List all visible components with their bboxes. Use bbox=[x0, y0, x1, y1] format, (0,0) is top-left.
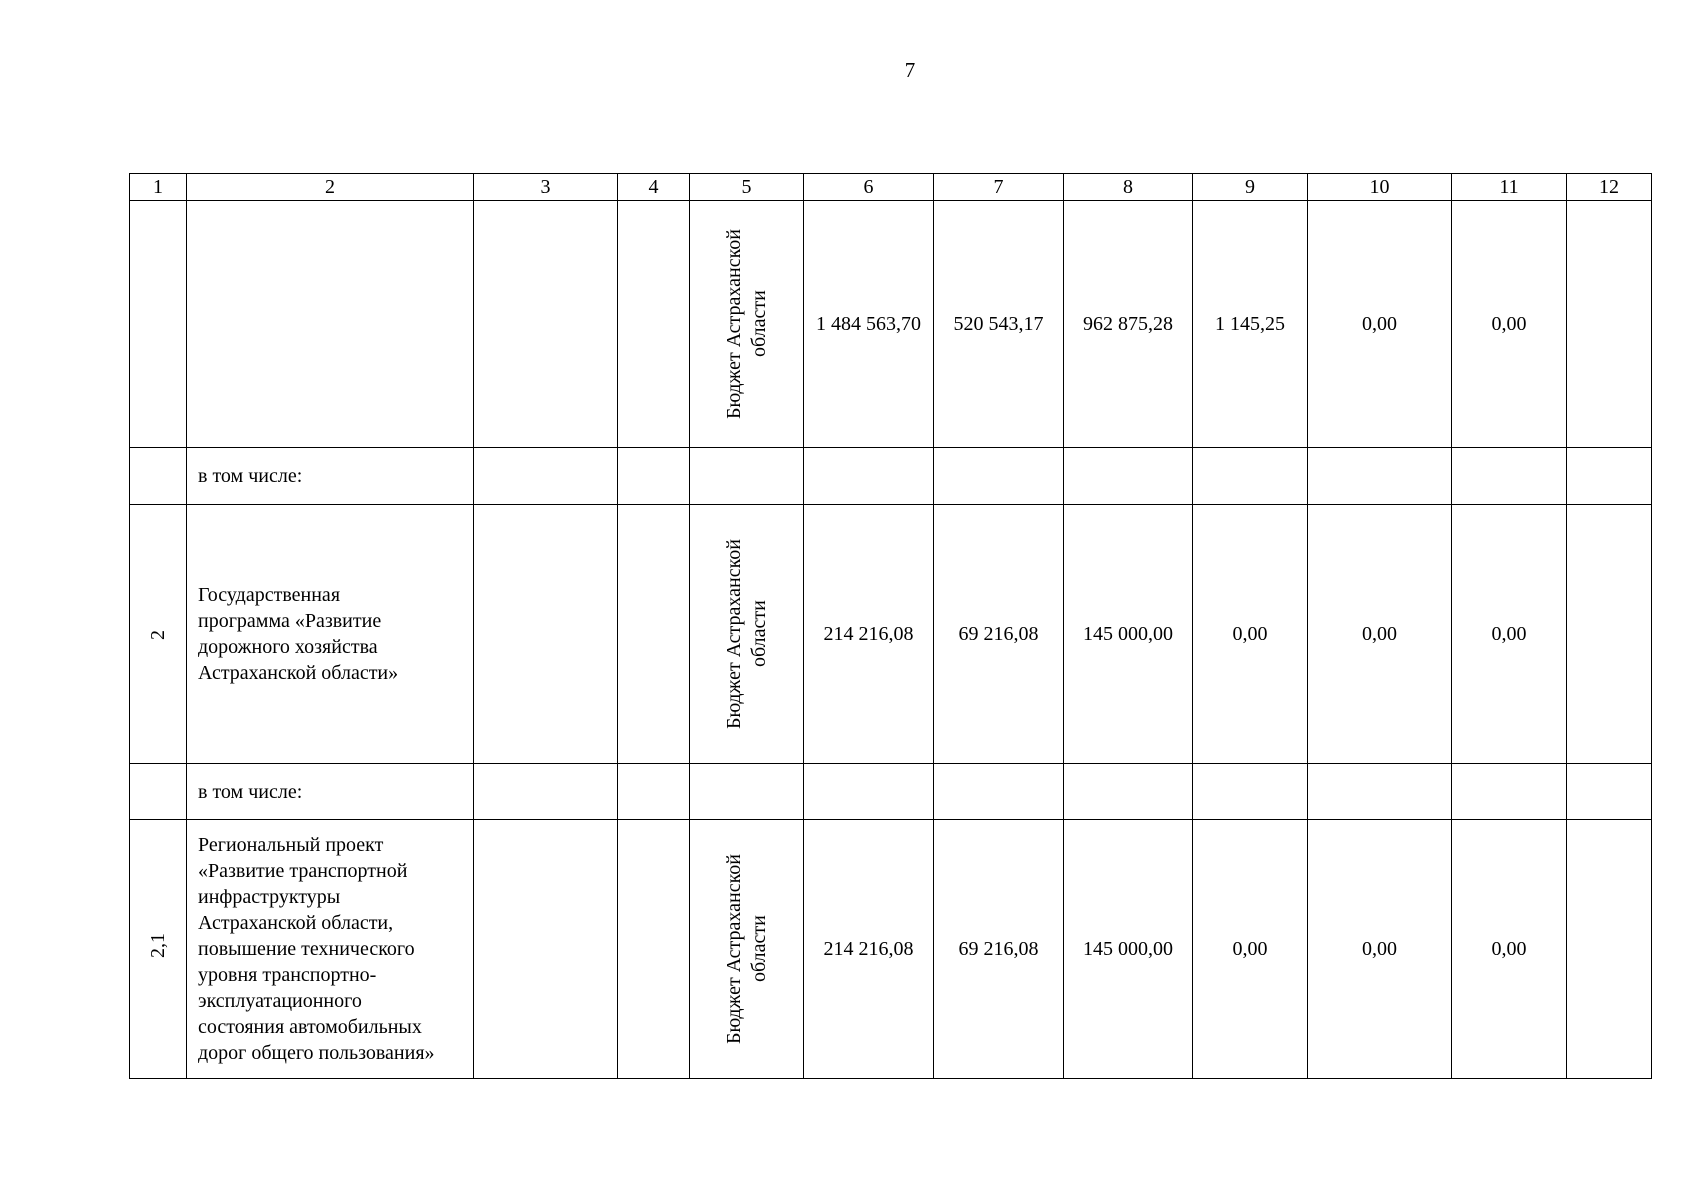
header-cell: 11 bbox=[1452, 174, 1567, 201]
header-cell: 7 bbox=[934, 174, 1064, 201]
header-cell: 5 bbox=[690, 174, 804, 201]
value-cell: 0,00 bbox=[1308, 820, 1452, 1079]
empty-cell bbox=[1567, 201, 1652, 448]
value-cell: 69 216,08 bbox=[934, 820, 1064, 1079]
empty-cell bbox=[804, 448, 934, 505]
budget-table bbox=[129, 173, 1652, 1079]
header-cell: 1 bbox=[130, 174, 187, 201]
header-cell: 10 bbox=[1308, 174, 1452, 201]
row-name-cell bbox=[187, 201, 474, 448]
empty-cell bbox=[934, 764, 1064, 820]
value-cell: 0,00 bbox=[1452, 820, 1567, 1079]
header-cell: 3 bbox=[474, 174, 618, 201]
empty-cell bbox=[1308, 448, 1452, 505]
header-row bbox=[130, 174, 1652, 201]
value-cell: 0,00 bbox=[1308, 201, 1452, 448]
row-name-cell: Государственная программа «Развитие дорожного хозяйства Астраханской области» bbox=[187, 505, 474, 764]
empty-cell bbox=[804, 764, 934, 820]
empty-cell bbox=[1567, 448, 1652, 505]
row-name-cell: в том числе: bbox=[187, 764, 474, 820]
value-cell: 0,00 bbox=[1193, 505, 1308, 764]
table-row bbox=[130, 448, 1652, 505]
value-cell: 0,00 bbox=[1308, 505, 1452, 764]
value-cell: 0,00 bbox=[1193, 820, 1308, 1079]
page-number: 7 bbox=[904, 58, 916, 82]
value-cell: 962 875,28 bbox=[1064, 201, 1193, 448]
value-cell: 214 216,08 bbox=[804, 505, 934, 764]
source-label: Бюджет Астраханской области bbox=[722, 538, 770, 730]
empty-cell bbox=[1567, 764, 1652, 820]
value-cell: 0,00 bbox=[1452, 505, 1567, 764]
source-cell bbox=[690, 505, 804, 764]
row-name-cell: Региональный проект «Развитие транспортной инфраструктуры Астраханской области, повышение технического уровня транспортно- эксплуатационного состояния автомобильных дорог общего пользования» bbox=[187, 820, 474, 1079]
empty-cell bbox=[1452, 764, 1567, 820]
table-row bbox=[130, 505, 1652, 764]
source-label: Бюджет Астраханской области bbox=[722, 228, 770, 420]
source-cell bbox=[690, 820, 804, 1079]
value-cell: 0,00 bbox=[1452, 201, 1567, 448]
row-index-cell: 2,1 bbox=[130, 820, 187, 1079]
empty-cell bbox=[1567, 505, 1652, 764]
empty-cell bbox=[1064, 448, 1193, 505]
empty-cell bbox=[130, 448, 187, 505]
header-cell: 6 bbox=[804, 174, 934, 201]
empty-cell bbox=[1064, 764, 1193, 820]
empty-cell bbox=[474, 505, 618, 764]
empty-cell bbox=[618, 764, 690, 820]
empty-cell bbox=[618, 201, 690, 448]
empty-cell bbox=[1193, 448, 1308, 505]
header-cell: 12 bbox=[1567, 174, 1652, 201]
header-cell: 4 bbox=[618, 174, 690, 201]
table-row bbox=[130, 764, 1652, 820]
source-cell bbox=[690, 201, 804, 448]
header-cell: 8 bbox=[1064, 174, 1193, 201]
empty-cell bbox=[474, 201, 618, 448]
row-index-cell: 2 bbox=[130, 505, 187, 764]
empty-cell bbox=[690, 764, 804, 820]
empty-cell bbox=[618, 820, 690, 1079]
empty-cell bbox=[474, 764, 618, 820]
value-cell: 145 000,00 bbox=[1064, 820, 1193, 1079]
empty-cell bbox=[1193, 764, 1308, 820]
row-index-cell bbox=[130, 201, 187, 448]
empty-cell bbox=[934, 448, 1064, 505]
row-name-cell: в том числе: bbox=[187, 448, 474, 505]
value-cell: 520 543,17 bbox=[934, 201, 1064, 448]
header-cell: 9 bbox=[1193, 174, 1308, 201]
empty-cell bbox=[618, 448, 690, 505]
empty-cell bbox=[618, 505, 690, 764]
value-cell: 214 216,08 bbox=[804, 820, 934, 1079]
table-row bbox=[130, 201, 1652, 448]
empty-cell bbox=[1452, 448, 1567, 505]
empty-cell bbox=[474, 448, 618, 505]
empty-cell bbox=[1567, 820, 1652, 1079]
header-cell: 2 bbox=[187, 174, 474, 201]
empty-cell bbox=[130, 764, 187, 820]
empty-cell bbox=[1308, 764, 1452, 820]
value-cell: 145 000,00 bbox=[1064, 505, 1193, 764]
empty-cell bbox=[474, 820, 618, 1079]
value-cell: 1 145,25 bbox=[1193, 201, 1308, 448]
source-label: Бюджет Астраханской области bbox=[722, 853, 770, 1045]
empty-cell bbox=[690, 448, 804, 505]
value-cell: 1 484 563,70 bbox=[804, 201, 934, 448]
table-row bbox=[130, 820, 1652, 1079]
value-cell: 69 216,08 bbox=[934, 505, 1064, 764]
